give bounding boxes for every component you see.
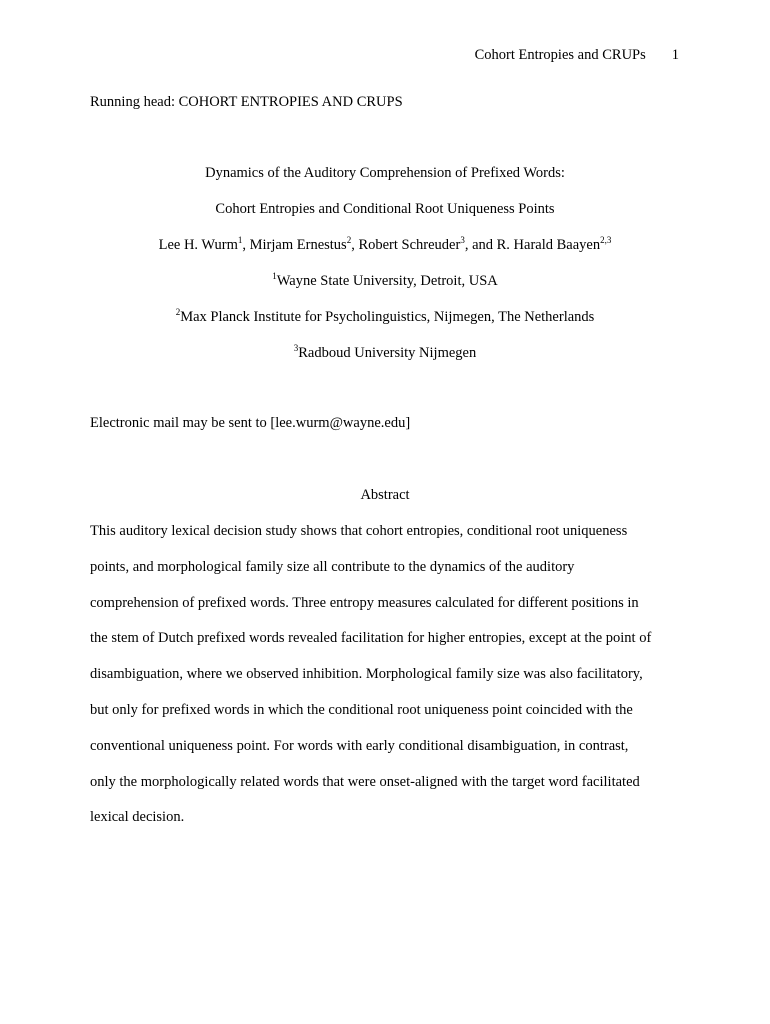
affiliation-1 <box>0 273 770 290</box>
author-affiliation-mark: 2 <box>346 235 352 245</box>
abstract-body <box>90 522 680 844</box>
page-number: 1 <box>671 47 679 63</box>
affiliation-text: Max Planck Institute for Psycholinguistics, Nijmegen, The Netherlands <box>180 309 595 325</box>
header-short-title: Cohort Entropies and CRUPs <box>474 47 646 63</box>
author-separator: , and <box>464 237 497 253</box>
abstract-line: but only for prefixed words in which the conditional root uniqueness point coincided with the <box>90 701 633 718</box>
abstract-line: only the morphologically related words that were onset-aligned with the target word facilitated <box>90 773 640 790</box>
abstract-line: disambiguation, where we observed inhibition. Morphological family size was also facilitatory, <box>90 666 643 683</box>
affiliation-3 <box>0 345 770 362</box>
abstract-line: This auditory lexical decision study shows that cohort entropies, conditional root uniqueness <box>90 523 628 539</box>
abstract-line: lexical decision. <box>90 809 185 826</box>
abstract-line: conventional uniqueness point. For words with early conditional disambiguation, in contrast, <box>90 737 629 754</box>
running-head: Running head: COHORT ENTROPIES AND CRUPS <box>90 94 403 110</box>
author-name: Lee H. Wurm <box>158 237 238 253</box>
page-header <box>475 47 679 64</box>
affiliation-mark: 1 <box>272 271 277 281</box>
author-name: Mirjam Ernestus <box>249 237 347 253</box>
title-line-2: Cohort Entropies and Conditional Root Uniqueness Points <box>215 201 555 217</box>
author-separator: , <box>242 237 250 253</box>
abstract-heading: Abstract <box>360 487 410 503</box>
affiliation-text: Wayne State University, Detroit, USA <box>276 273 498 289</box>
abstract-line: the stem of Dutch prefixed words revealed facilitation for higher entropies, except at the point of <box>90 630 652 647</box>
abstract-line: comprehension of prefixed words. Three entropy measures calculated for different positions in <box>90 594 639 611</box>
author-name: Robert Schreuder <box>358 237 461 253</box>
affiliation-text: Radboud University Nijmegen <box>298 345 477 361</box>
abstract-line: points, and morphological family size all contribute to the dynamics of the auditory <box>90 558 575 575</box>
affiliation-mark: 3 <box>293 343 299 353</box>
affiliation-mark: 2 <box>175 307 181 317</box>
author-affiliation-mark: 3 <box>460 235 465 245</box>
affiliation-2 <box>0 309 770 326</box>
author-separator: , <box>351 237 359 253</box>
title-line-1: Dynamics of the Auditory Comprehension of Prefixed Words: <box>205 165 565 181</box>
author-affiliation-mark: 2,3 <box>600 235 612 245</box>
contact-email-line: Electronic mail may be sent to [lee.wurm@wayne.edu] <box>90 415 411 431</box>
author-affiliation-mark: 1 <box>237 235 243 245</box>
author-list <box>0 237 770 254</box>
author-name: R. Harald Baayen <box>496 237 601 253</box>
